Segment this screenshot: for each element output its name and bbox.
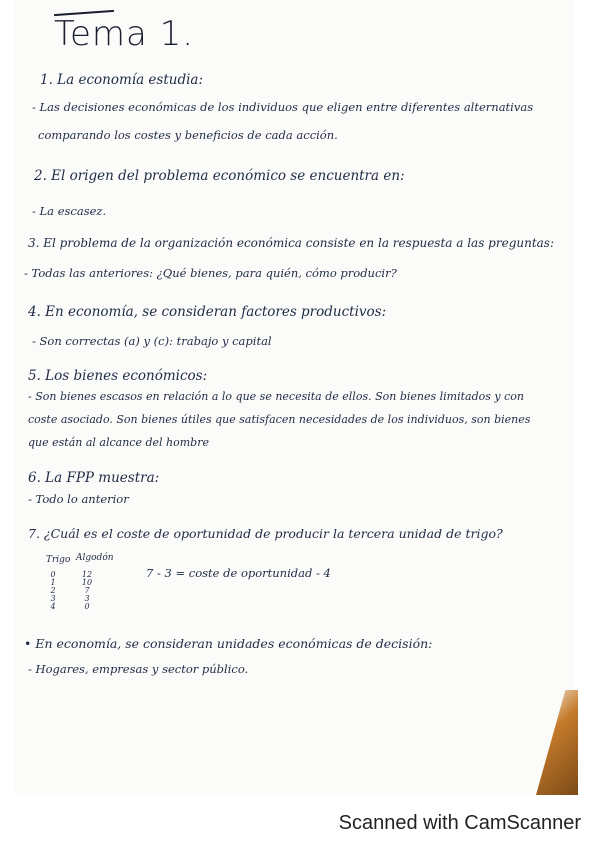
answer-1-line-2: comparando los costes y beneficios de cada acción. — [38, 128, 338, 142]
trigo-column — [46, 571, 60, 611]
answer-3: - Todas las anteriores: ¿Qué bienes, para quién, cómo producir? — [24, 266, 397, 280]
answer-7: 7 - 3 = coste de oportunidad - 4 — [146, 566, 331, 580]
algodon-value: 12 — [81, 570, 93, 579]
question-5: 5. Los bienes económicos: — [28, 368, 208, 384]
answer-1-line-1: - Las decisiones económicas de los individuos que eligen entre diferentes alternativas — [32, 100, 534, 114]
trigo-value: 3 — [50, 594, 56, 603]
page-title: Tema 1. — [54, 14, 195, 54]
question-3: 3. El problema de la organización económica consiste en la respuesta a las preguntas: — [28, 236, 555, 250]
answer-5-line-1: - Son bienes escasos en relación a lo que se necesita de ellos. Son bienes limitados y con — [28, 390, 524, 403]
question-4: 4. En economía, se consideran factores productivos: — [28, 304, 387, 320]
question-8: • En economía, se consideran unidades económicas de decisión: — [24, 636, 433, 651]
notebook-paper — [14, 0, 574, 795]
table-header-trigo: Trigo — [46, 555, 71, 565]
answer-5-line-2: coste asociado. Son bienes útiles que satisfacen necesidades de los individuos, son bienes — [28, 413, 531, 426]
question-1: 1. La economía estudia: — [40, 72, 204, 88]
trigo-value: 1 — [50, 578, 56, 587]
trigo-value: 4 — [50, 602, 56, 611]
answer-6: - Todo lo anterior — [28, 492, 129, 506]
question-2: 2. El origen del problema económico se encuentra en: — [34, 168, 405, 184]
algodon-column — [80, 571, 94, 611]
table-header-algodon: Algodón — [76, 553, 114, 563]
question-6: 6. La FPP muestra: — [28, 470, 160, 486]
algodon-value: 10 — [81, 578, 93, 587]
trigo-value: 2 — [50, 586, 56, 595]
answer-4: - Son correctas (a) y (c): trabajo y capital — [32, 334, 272, 348]
algodon-value: 7 — [84, 586, 90, 595]
algodon-value: 0 — [84, 602, 90, 611]
algodon-value: 3 — [84, 594, 90, 603]
scanner-watermark: Scanned with CamScanner — [338, 812, 581, 834]
question-7: 7. ¿Cuál es el coste de oportunidad de producir la tercera unidad de trigo? — [28, 526, 503, 541]
answer-2: - La escasez. — [32, 204, 107, 218]
answer-8: - Hogares, empresas y sector público. — [28, 662, 249, 676]
answer-5-line-3: que están al alcance del hombre — [28, 436, 209, 449]
trigo-value: 0 — [50, 570, 56, 579]
